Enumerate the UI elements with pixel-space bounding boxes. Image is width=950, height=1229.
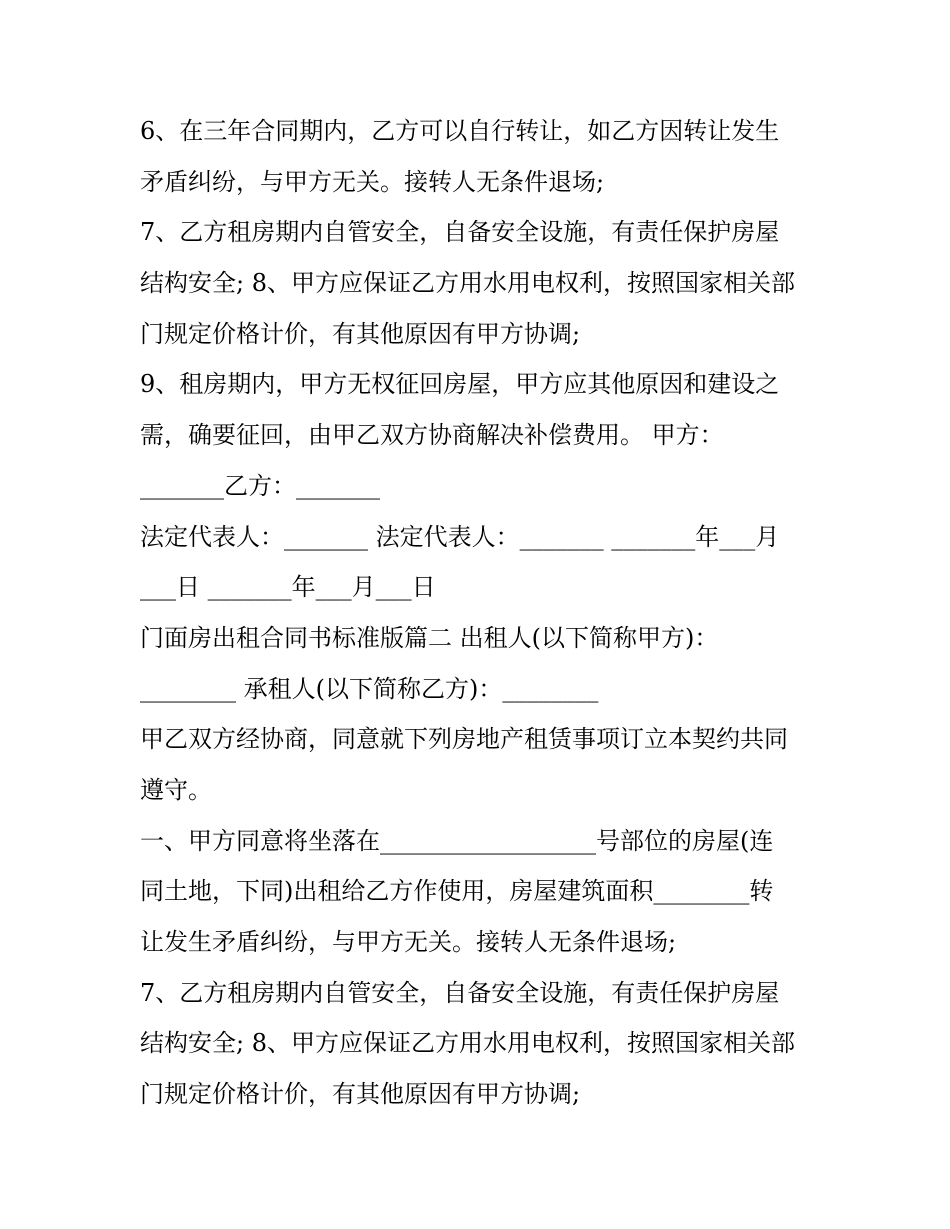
text-line: 结构安全; 8、甲方应保证乙方用水用电权利，按照国家相关部 <box>140 269 795 298</box>
text-line: ___日 _______年___月___日 <box>140 573 436 602</box>
text-line: 7、乙方租房期内自管安全，自备安全设施，有责任保护房屋 <box>140 218 780 247</box>
text-line: 同土地，下同)出租给乙方作使用，房屋建筑面积________转 <box>140 877 774 906</box>
text-line: 门规定价格计价，有其他原因有甲方协调; <box>140 1080 581 1109</box>
text-line: 矛盾纠纷，与甲方无关。接转人无条件退场; <box>140 167 605 196</box>
text-line: 法定代表人：_______ 法定代表人：_______ _______年___月 <box>140 522 780 551</box>
section-heading-line: 门面房出租合同书标准版篇二 出租人(以下简称甲方)： <box>140 623 719 652</box>
signature-line: _______乙方：_______ <box>140 471 380 500</box>
text-line: 让发生矛盾纠纷，与甲方无关。接转人无条件退场; <box>140 928 677 956</box>
text-line: 需，确要征回，由甲乙双方协商解决补偿费用。 甲方： <box>140 421 724 450</box>
text-line: 9、租房期内，甲方无权征回房屋，甲方应其他原因和建设之 <box>140 370 780 399</box>
text-line: 结构安全; 8、甲方应保证乙方用水用电权利，按照国家相关部 <box>140 1029 795 1058</box>
text-line: 一、甲方同意将坐落在__________________号部位的房屋(连 <box>140 826 774 855</box>
text-line: ________ 承租人(以下简称乙方)：________ <box>140 674 599 703</box>
text-line: 甲乙双方经协商，同意就下列房地产租赁事项订立本契约共同 <box>140 725 788 754</box>
text-line: 7、乙方租房期内自管安全，自备安全设施，有责任保护房屋 <box>140 978 780 1007</box>
text-line: 门规定价格计价，有其他原因有甲方协调; <box>140 319 581 348</box>
text-line: 遵守。 <box>140 775 212 804</box>
document-body <box>140 106 830 1120</box>
text-line: 6、在三年合同期内，乙方可以自行转让，如乙方因转让发生 <box>140 117 780 145</box>
